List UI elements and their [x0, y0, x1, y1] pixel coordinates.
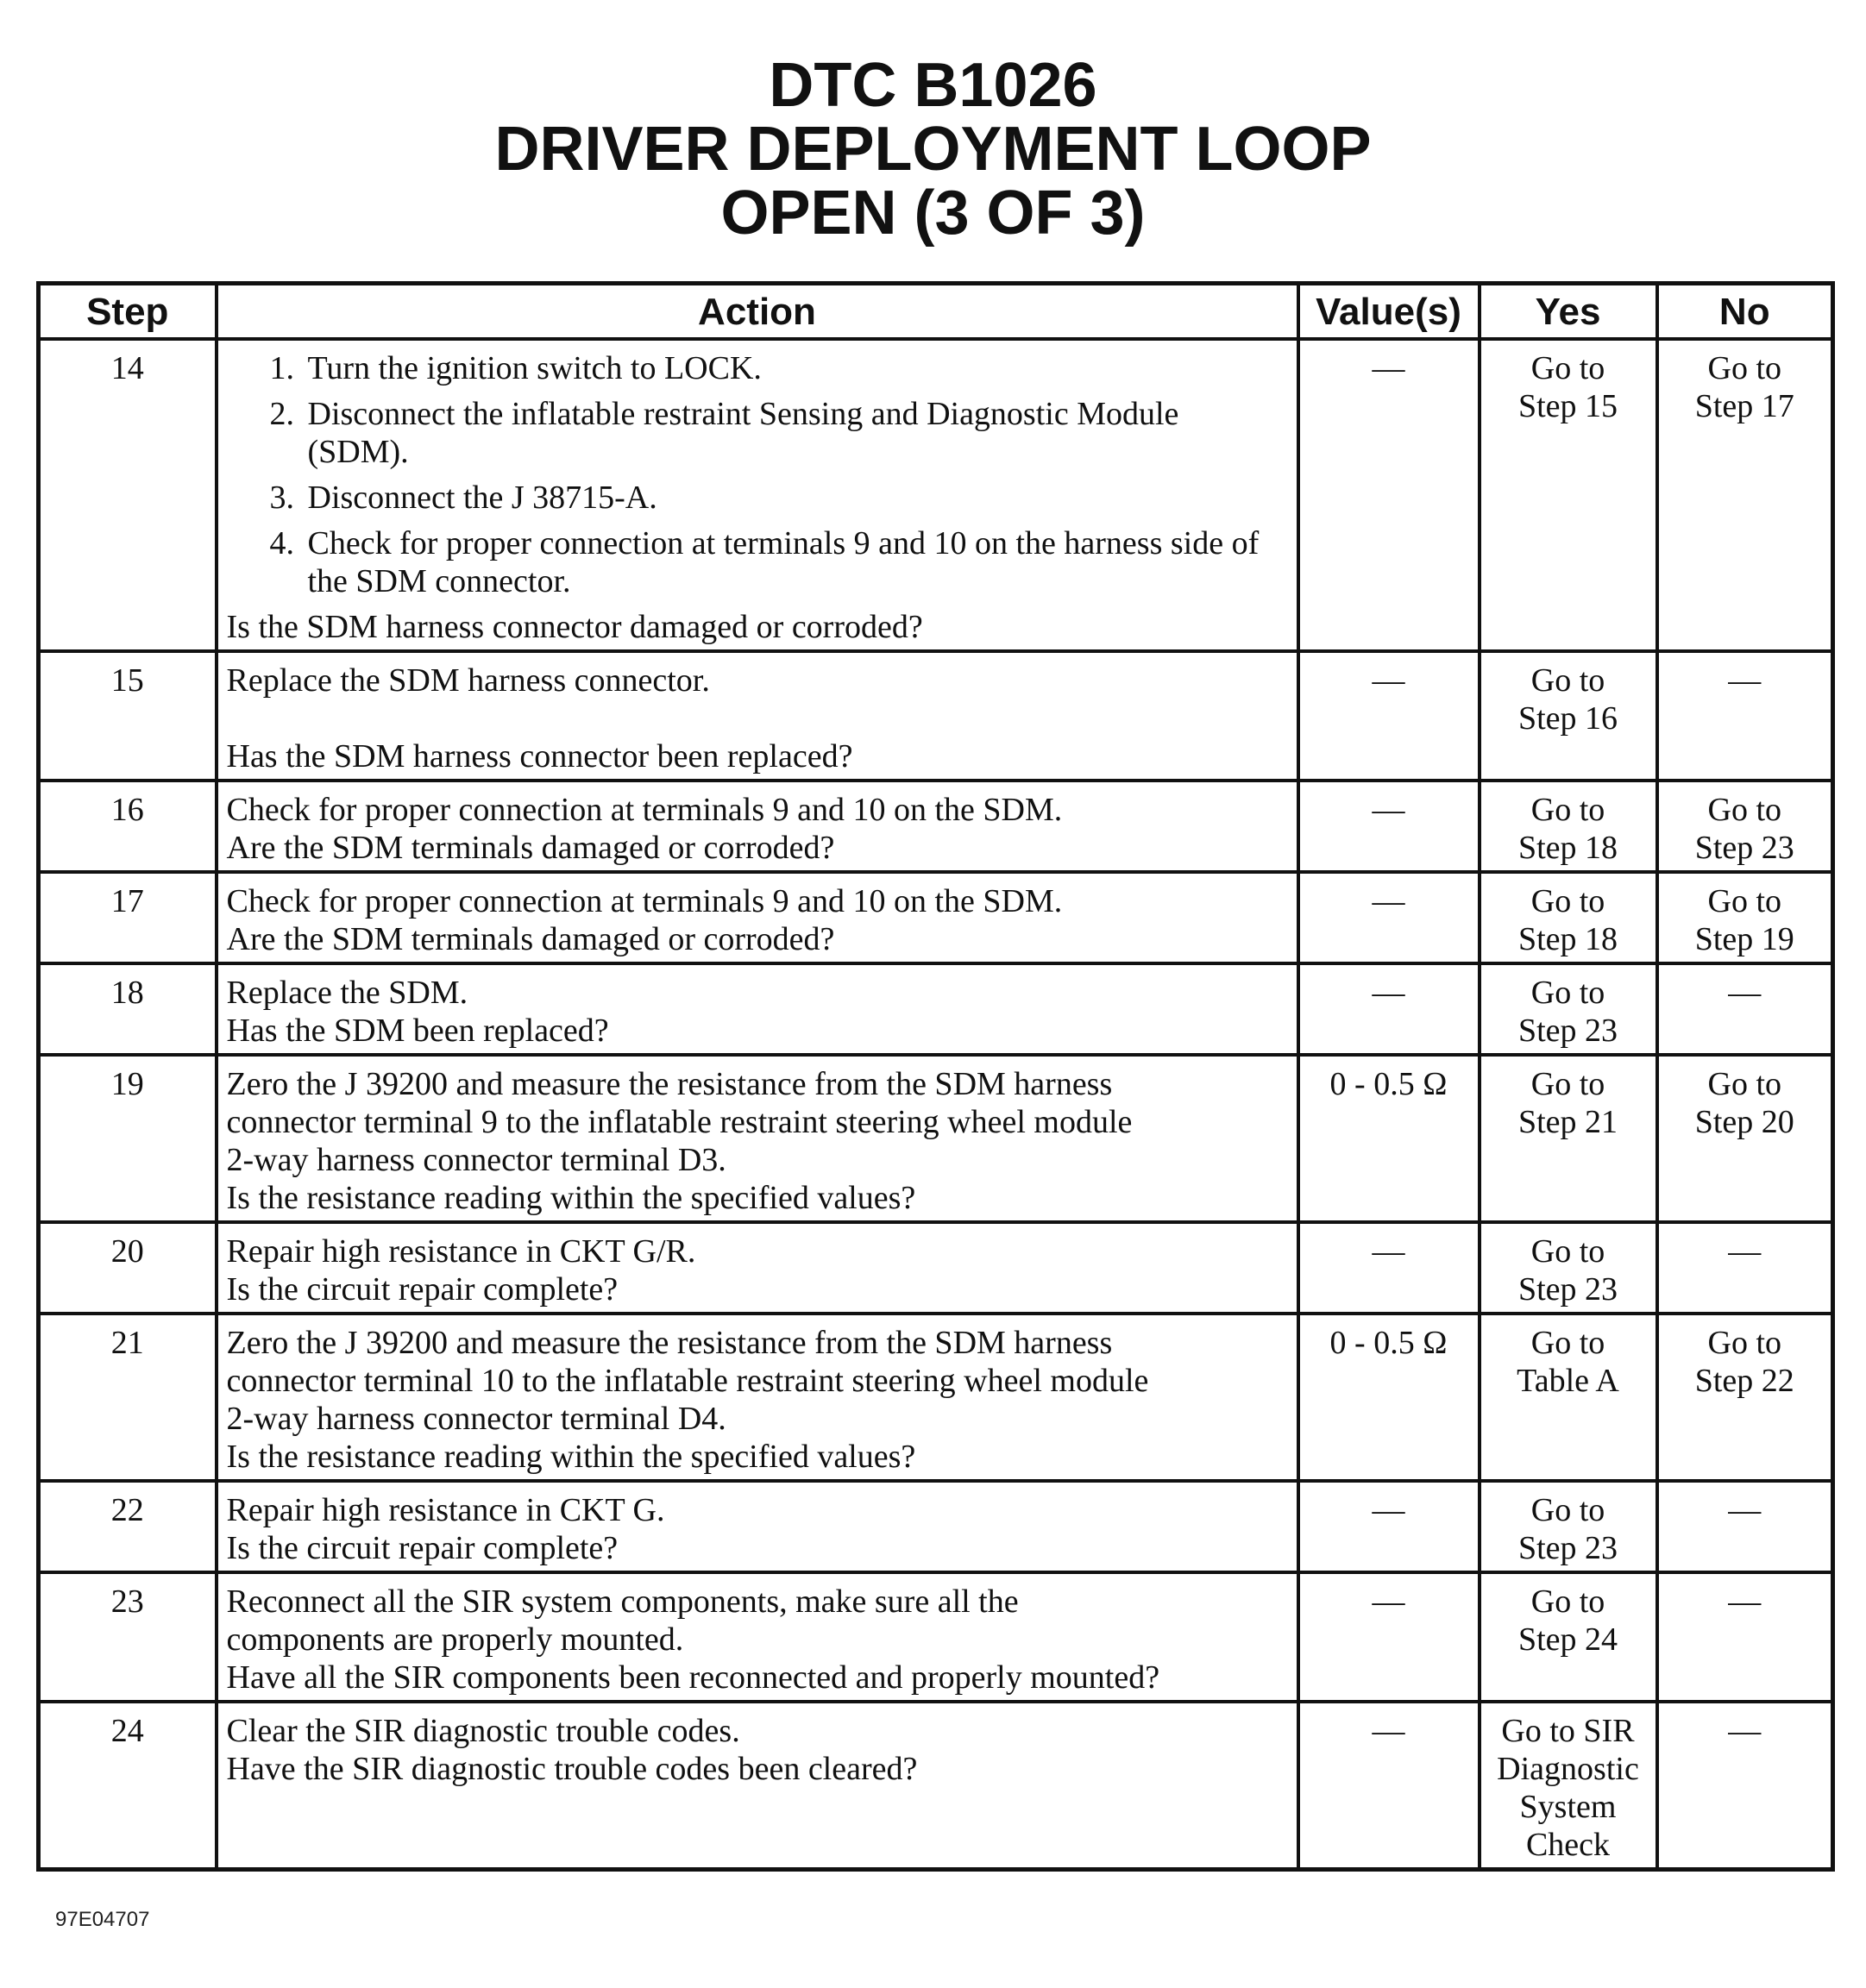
- action-line: Repair high resistance in CKT G.: [226, 1492, 665, 1528]
- yes-cell: [1480, 872, 1657, 963]
- step-number: 17: [39, 872, 217, 963]
- figure-code: 97E04707: [55, 1908, 150, 1931]
- no-text: Step 23: [1694, 830, 1794, 866]
- yes-text: Table A: [1517, 1363, 1619, 1399]
- step-number: 16: [39, 781, 217, 872]
- no-cell: [1657, 1481, 1833, 1572]
- table-row: [39, 1702, 1833, 1870]
- action-cell: [217, 651, 1298, 781]
- no-cell: [1657, 651, 1833, 781]
- action-line: Replace the SDM harness connector.: [226, 662, 710, 699]
- action-cell: [217, 1314, 1298, 1481]
- yes-cell: [1480, 1055, 1657, 1222]
- value-cell: —: [1298, 1222, 1480, 1314]
- yes-text: Step 18: [1517, 921, 1618, 957]
- yes-text: Go to: [1530, 1584, 1605, 1620]
- no-text: Go to: [1707, 792, 1781, 828]
- yes-text: Step 23: [1517, 1271, 1618, 1308]
- no-text: Step 19: [1694, 921, 1794, 957]
- no-text: —: [1728, 1233, 1762, 1270]
- action-cell: [217, 781, 1298, 872]
- action-line: Zero the J 39200 and measure the resistance from the SDM harness: [226, 1066, 1113, 1102]
- step-number: 24: [39, 1702, 217, 1870]
- value-cell: —: [1298, 339, 1480, 651]
- step-number: 23: [39, 1572, 217, 1702]
- yes-text: Step 24: [1517, 1621, 1618, 1658]
- action-line: connector terminal 10 to the inflatable restraint steering wheel module: [226, 1363, 1149, 1399]
- no-text: Step 22: [1694, 1363, 1794, 1399]
- yes-text: Step 23: [1517, 1530, 1618, 1566]
- table-row: [39, 1481, 1833, 1572]
- title-line-1: DTC B1026: [769, 51, 1097, 120]
- action-line: Are the SDM terminals damaged or corroded?: [226, 921, 835, 957]
- step-number: 18: [39, 963, 217, 1055]
- yes-cell: [1480, 1481, 1657, 1572]
- action-substep: 1. Turn the ignition switch to LOCK.: [303, 349, 1288, 387]
- action-question: Is the SDM harness connector damaged or corroded?: [226, 609, 923, 645]
- yes-text: Step 21: [1517, 1104, 1618, 1140]
- action-line: 2-way harness connector terminal D4.: [226, 1401, 726, 1437]
- yes-text: Go to SIR: [1501, 1713, 1635, 1749]
- header-no: No: [1657, 284, 1833, 340]
- action-line: Is the circuit repair complete?: [226, 1530, 619, 1566]
- yes-text: Go to: [1530, 662, 1605, 699]
- step-number: 15: [39, 651, 217, 781]
- yes-cell: [1480, 1314, 1657, 1481]
- yes-text: Check: [1525, 1827, 1611, 1863]
- action-line: components are properly mounted.: [226, 1621, 684, 1658]
- no-text: Go to: [1707, 1325, 1781, 1361]
- yes-text: Step 16: [1517, 700, 1618, 737]
- header-step: Step: [39, 284, 217, 340]
- action-cell: [217, 1702, 1298, 1870]
- no-text: —: [1728, 975, 1762, 1011]
- table-row: [39, 1055, 1833, 1222]
- no-cell: [1657, 1222, 1833, 1314]
- document-title: [0, 51, 1866, 248]
- action-substep: 4. Check for proper connection at terminals 9 and 10 on the harness side of the SDM connector.: [303, 524, 1288, 600]
- value-cell: —: [1298, 872, 1480, 963]
- no-text: —: [1728, 1713, 1762, 1749]
- yes-cell: [1480, 651, 1657, 781]
- action-cell: [217, 1481, 1298, 1572]
- table-row: [39, 872, 1833, 963]
- value-cell: 0 - 0.5 Ω: [1298, 1314, 1480, 1481]
- step-number: 21: [39, 1314, 217, 1481]
- step-number: 22: [39, 1481, 217, 1572]
- table-row: [39, 963, 1833, 1055]
- action-line: Repair high resistance in CKT G/R.: [226, 1233, 696, 1270]
- action-line: Is the resistance reading within the specified values?: [226, 1439, 916, 1475]
- table-row: [39, 651, 1833, 781]
- no-text: —: [1728, 662, 1762, 699]
- action-line: Is the resistance reading within the specified values?: [226, 1180, 916, 1216]
- table-header-row: [39, 284, 1833, 340]
- action-line: Have all the SIR components been reconnected and properly mounted?: [226, 1659, 1160, 1696]
- action-line: Has the SDM harness connector been replaced?: [226, 738, 853, 775]
- action-spacer: [227, 699, 1288, 737]
- action-line: Zero the J 39200 and measure the resistance from the SDM harness: [226, 1325, 1113, 1361]
- no-cell: [1657, 1572, 1833, 1702]
- action-line: Reconnect all the SIR system components, make sure all the: [226, 1584, 1019, 1620]
- value-cell: —: [1298, 1702, 1480, 1870]
- step-number: 14: [39, 339, 217, 651]
- value-cell: —: [1298, 781, 1480, 872]
- action-cell: [217, 339, 1298, 651]
- no-cell: [1657, 963, 1833, 1055]
- yes-text: Diagnostic: [1497, 1751, 1639, 1787]
- yes-cell: [1480, 1702, 1657, 1870]
- no-text: Go to: [1707, 883, 1781, 919]
- value-cell: —: [1298, 963, 1480, 1055]
- yes-text: Go to: [1530, 975, 1605, 1011]
- no-text: —: [1728, 1492, 1762, 1528]
- action-line: Replace the SDM.: [226, 975, 468, 1011]
- table-row: [39, 1314, 1833, 1481]
- action-line: Have the SIR diagnostic trouble codes been cleared?: [226, 1751, 918, 1787]
- table-row: [39, 1572, 1833, 1702]
- action-cell: [217, 963, 1298, 1055]
- yes-text: Go to: [1530, 1492, 1605, 1528]
- action-substep: 3. Disconnect the J 38715-A.: [303, 479, 1288, 517]
- value-cell: 0 - 0.5 Ω: [1298, 1055, 1480, 1222]
- no-text: —: [1728, 1584, 1762, 1620]
- no-text: Go to: [1707, 350, 1781, 386]
- title-line-2: DRIVER DEPLOYMENT LOOP: [494, 115, 1372, 184]
- yes-text: Go to: [1530, 1233, 1605, 1270]
- step-number: 20: [39, 1222, 217, 1314]
- yes-text: Go to: [1530, 1325, 1605, 1361]
- action-line: Are the SDM terminals damaged or corroded?: [226, 830, 835, 866]
- yes-text: Go to: [1530, 883, 1605, 919]
- value-cell: —: [1298, 651, 1480, 781]
- table-row: [39, 339, 1833, 651]
- no-cell: [1657, 781, 1833, 872]
- no-text: Step 17: [1694, 388, 1794, 424]
- value-cell: —: [1298, 1572, 1480, 1702]
- no-cell: [1657, 339, 1833, 651]
- yes-cell: [1480, 781, 1657, 872]
- yes-text: Step 18: [1517, 830, 1618, 866]
- no-cell: [1657, 1055, 1833, 1222]
- yes-text: Go to: [1530, 792, 1605, 828]
- yes-cell: [1480, 1572, 1657, 1702]
- yes-cell: [1480, 339, 1657, 651]
- yes-text: Go to: [1530, 1066, 1605, 1102]
- no-text: Go to: [1707, 1066, 1781, 1102]
- header-action: Action: [217, 284, 1298, 340]
- table-row: [39, 1222, 1833, 1314]
- action-cell: [217, 1572, 1298, 1702]
- yes-text: Go to: [1530, 350, 1605, 386]
- yes-text: Step 23: [1517, 1013, 1618, 1049]
- title-line-3: OPEN (3 OF 3): [720, 179, 1146, 248]
- yes-text: System: [1519, 1789, 1617, 1825]
- action-cell: [217, 872, 1298, 963]
- table-row: [39, 781, 1833, 872]
- action-line: Is the circuit repair complete?: [226, 1271, 619, 1308]
- action-cell: [217, 1055, 1298, 1222]
- action-substeps: [227, 349, 1288, 600]
- action-line: Check for proper connection at terminals 9 and 10 on the SDM.: [226, 883, 1063, 919]
- action-line: Has the SDM been replaced?: [226, 1013, 609, 1049]
- value-cell: —: [1298, 1481, 1480, 1572]
- no-cell: [1657, 872, 1833, 963]
- header-values: Value(s): [1298, 284, 1480, 340]
- yes-cell: [1480, 963, 1657, 1055]
- action-line: Check for proper connection at terminals 9 and 10 on the SDM.: [226, 792, 1063, 828]
- action-line: connector terminal 9 to the inflatable restraint steering wheel module: [226, 1104, 1133, 1140]
- action-line: 2-way harness connector terminal D3.: [226, 1142, 726, 1178]
- yes-cell: [1480, 1222, 1657, 1314]
- diagnostic-table: [36, 281, 1835, 1872]
- no-text: Step 20: [1694, 1104, 1794, 1140]
- no-cell: [1657, 1314, 1833, 1481]
- action-substep: 2. Disconnect the inflatable restraint Sensing and Diagnostic Module (SDM).: [303, 395, 1288, 471]
- header-yes: Yes: [1480, 284, 1657, 340]
- yes-text: Step 15: [1517, 388, 1618, 424]
- no-cell: [1657, 1702, 1833, 1870]
- step-number: 19: [39, 1055, 217, 1222]
- action-cell: [217, 1222, 1298, 1314]
- action-line: Clear the SIR diagnostic trouble codes.: [226, 1713, 740, 1749]
